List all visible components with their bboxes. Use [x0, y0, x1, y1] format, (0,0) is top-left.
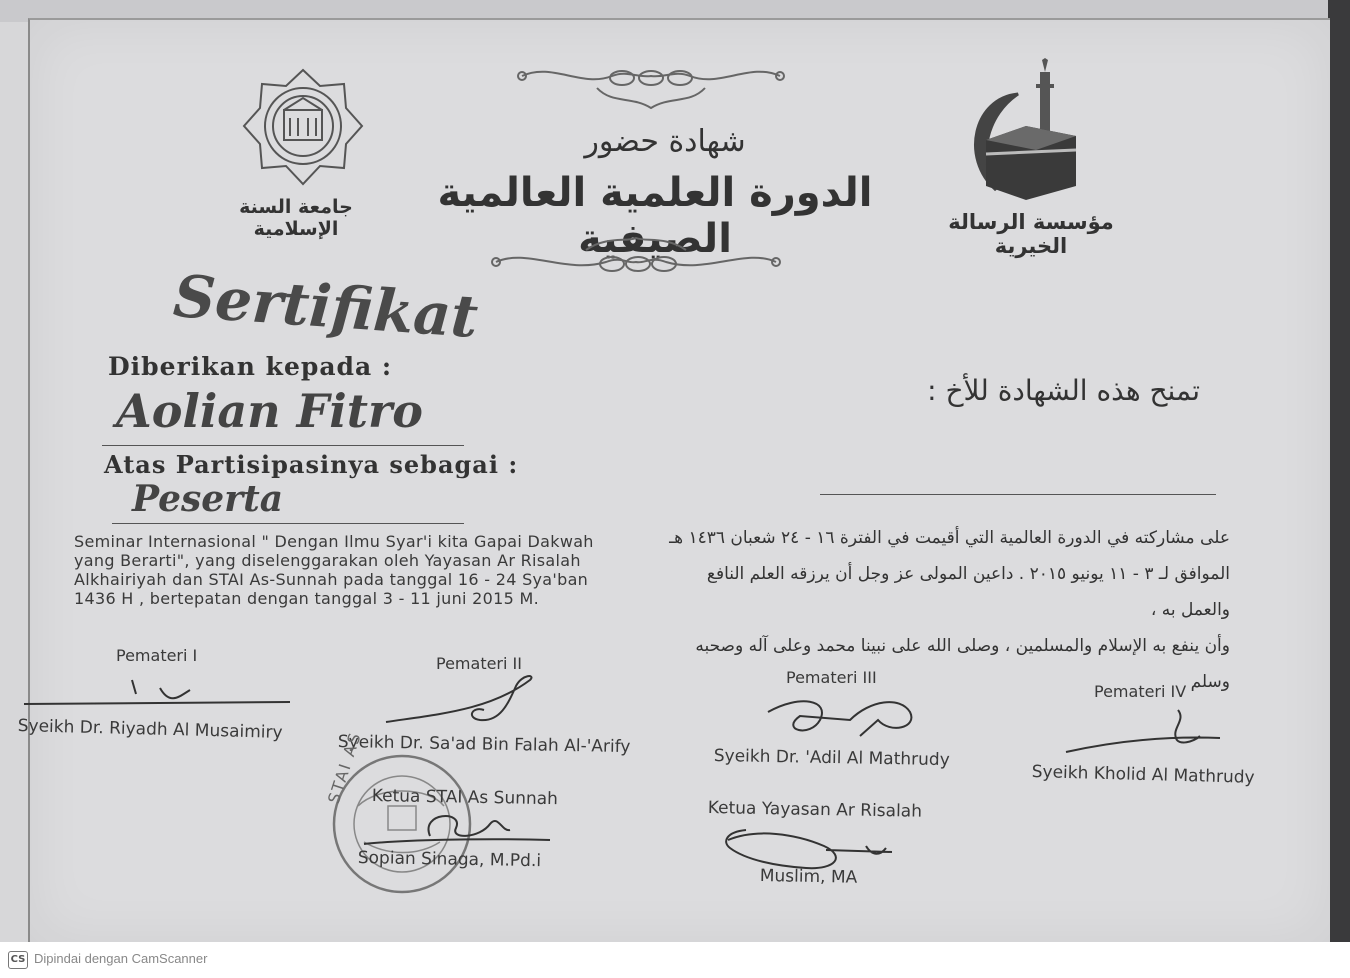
participant-role: Peserta	[112, 478, 464, 524]
head-yayasan-name: Muslim, MA	[759, 866, 858, 888]
arabic-line-3: وأن ينفع به الإسلام والمسلمين ، وصلى الله على نبينا محمد وعلى آله وصحبه وسلم	[695, 636, 1230, 692]
recipient-name: Aolian Fitro	[102, 384, 464, 446]
stamp-text: STAI AS	[324, 729, 366, 806]
head-stai-role: Ketua STAI As Sunnah	[371, 786, 559, 810]
participation-label: Atas Partisipasinya sebagai :	[104, 450, 519, 479]
pemateri-3-signature	[760, 690, 930, 744]
scan-background-right	[1328, 0, 1350, 945]
description-line-3: Alkhairiyah dan STAI As-Sunnah pada tanggal 16 - 24 Sya'ban	[74, 570, 589, 589]
camscanner-icon: CS	[8, 951, 28, 969]
pemateri-2-role: Pemateri II	[436, 654, 522, 673]
pemateri-4-signature	[1060, 706, 1240, 758]
scanner-watermark-text: Dipindai dengan CamScanner	[34, 951, 208, 966]
foundation-logo	[956, 58, 1086, 208]
certificate-subtitle-arabic: شهادة حضور	[584, 124, 746, 159]
pemateri-3-name: Syeikh Dr. 'Adil Al Mathrudy	[713, 746, 950, 771]
given-to-label: Diberikan kepada :	[108, 352, 393, 381]
university-seal-logo	[240, 66, 366, 192]
pemateri-4-role: Pemateri IV	[1094, 682, 1187, 701]
arabic-given-label: تمنح هذه الشهادة للأخ :	[927, 374, 1200, 407]
certificate-word: Sertifikat	[171, 262, 481, 352]
arabic-name-line	[820, 494, 1216, 495]
pemateri-4-name: Syeikh Kholid Al Mathrudy	[1031, 762, 1255, 788]
bottom-ornament-icon	[486, 234, 786, 286]
head-stai-name: Sopian Sinaga, M.Pd.i	[357, 848, 542, 872]
top-ornament-icon	[512, 58, 790, 114]
description-line-4: 1436 H , bertepatan dengan tanggal 3 - 11 juni 2015 M.	[74, 589, 539, 608]
description-line-2: yang Berarti", yang diselenggarakan oleh Yayasan Ar Risalah	[74, 551, 581, 570]
description-indonesian	[74, 532, 644, 608]
pemateri-2-signature	[380, 670, 550, 730]
pemateri-3-role: Pemateri III	[786, 668, 877, 687]
university-name-arabic: جامعة السنة الإسلامية	[239, 196, 353, 240]
pemateri-1-name: Syeikh Dr. Riyadh Al Musaimiry	[17, 716, 283, 743]
pemateri-1-signature	[20, 676, 320, 716]
course-title-arabic: الدورة العلمية العالمية الصيفية	[437, 170, 873, 262]
arabic-line-1: على مشاركته في الدورة العالمية التي أقيمت في الفترة ١٦ - ٢٤ شعبان ١٤٣٦ هـ	[669, 528, 1230, 548]
pemateri-1-role: Pemateri I	[116, 646, 198, 665]
pemateri-2-name: Syeikh Dr. Sa'ad Bin Falah Al-'Arify	[337, 732, 631, 758]
arabic-line-2: الموافق لـ ٣ - ١١ يونيو ٢٠١٥ . داعين المولى عز وجل أن يرزقه العلم النافع والعمل به ،	[706, 564, 1230, 620]
description-arabic	[660, 520, 1230, 700]
description-line-1: Seminar Internasional " Dengan Ilmu Syar'i kita Gapai Dakwah	[74, 532, 594, 551]
foundation-name-arabic: مؤسسة الرسالة الخيرية	[948, 210, 1114, 258]
head-yayasan-role: Ketua Yayasan Ar Risalah	[707, 798, 923, 822]
